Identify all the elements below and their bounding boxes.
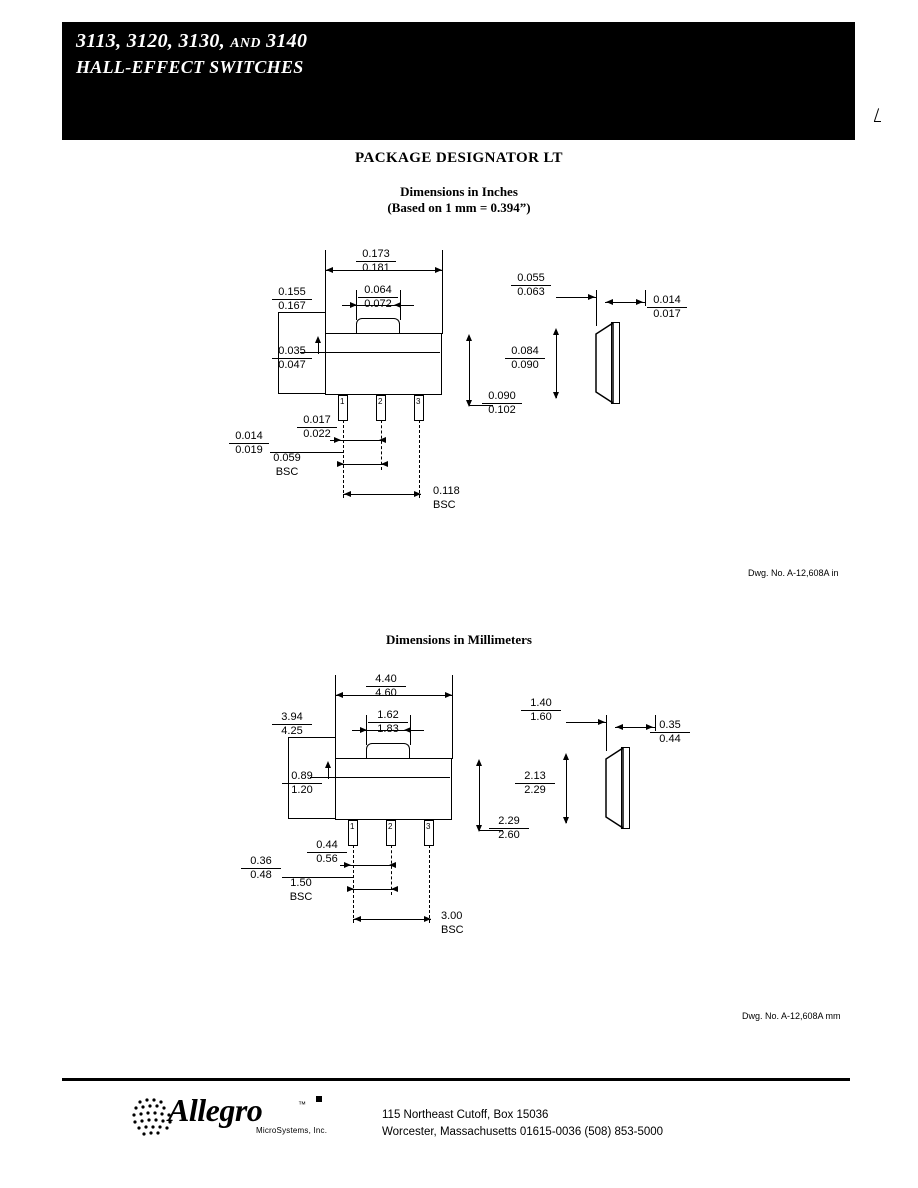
- mm-span-dim-line: [353, 919, 431, 920]
- inch-overall-height-min: 0.102: [488, 404, 516, 416]
- mm-side-height-arrow-down: [563, 817, 569, 824]
- inch-lead-span-note: BSC: [433, 499, 456, 511]
- mm-side-thk-max: 0.35: [650, 719, 690, 733]
- mm-side-lead: [621, 747, 630, 829]
- inch-side-thk-max: 0.014: [647, 294, 687, 308]
- mm-width-ext-right: [452, 675, 453, 759]
- inch-width-min: 0.181: [362, 262, 390, 274]
- inch-tab-width-min: 0.072: [364, 298, 392, 310]
- inch-body-height-max: 0.035: [272, 345, 312, 359]
- mm-pin-3-number: 3: [426, 822, 431, 831]
- inch-tab-width-max: 0.064: [358, 284, 398, 298]
- inches-title-line2: (Based on 1 mm = 0.394”): [387, 200, 531, 215]
- mm-overall-height-min: 2.60: [498, 829, 520, 841]
- inch-pin-3-number: 3: [416, 397, 421, 406]
- inch-overall-height-max: 0.090: [482, 390, 522, 404]
- inch-body-width-min: 0.167: [278, 300, 306, 312]
- mm-lead-thk-min: 0.48: [250, 869, 272, 881]
- mm-body-width-max: 3.94: [272, 711, 312, 725]
- inch-lead-width-max: 0.017: [297, 414, 337, 428]
- millimeters-title: Dimensions in Millimeters: [386, 632, 532, 647]
- company-address: [382, 1107, 663, 1141]
- inch-lead-pitch-value: 0.059: [273, 452, 301, 464]
- mm-pin-1-number: 1: [350, 822, 355, 831]
- title-last-part: 3140: [260, 30, 308, 52]
- mm-span-arrow-right: [424, 916, 431, 922]
- mm-lead-thk-max: 0.36: [241, 855, 281, 869]
- mm-overall-height-max: 2.29: [489, 815, 529, 829]
- mm-lead-width-min: 0.56: [316, 853, 338, 865]
- title-and: AND: [230, 36, 261, 51]
- mm-tab-width-min: 1.83: [377, 723, 399, 735]
- mm-body-top-line: [337, 777, 450, 778]
- inch-lead-thk-max: 0.014: [229, 430, 269, 444]
- mm-body-height-max: 0.89: [282, 770, 322, 784]
- mm-tab-width-max: 1.62: [368, 709, 408, 723]
- mm-lead-pitch-value: 1.50: [290, 877, 312, 889]
- inch-body-width-max: 0.155: [272, 286, 312, 300]
- inch-lead-pitch-note: BSC: [275, 466, 299, 478]
- page-subtitle: HALL-EFFECT SWITCHES: [76, 57, 304, 77]
- mm-side-depth-min: 1.60: [530, 711, 552, 723]
- mm-lead-span-value: 3.00: [441, 910, 463, 922]
- title-part-numbers: 3113, 3120, 3130,: [76, 30, 231, 52]
- mm-side-profile-icon: [596, 747, 624, 829]
- allegro-wordmark: Allegro: [168, 1092, 263, 1128]
- mm-side-depth-ext: [606, 715, 607, 751]
- mm-side-height-dim-line: [566, 755, 567, 823]
- mm-bodyheight-arrow-up: [325, 761, 331, 768]
- mm-tab-arrow-left: [360, 727, 367, 733]
- mm-side-height-arrow-up: [563, 753, 569, 760]
- inch-side-height-max: 0.084: [505, 345, 545, 359]
- inch-side-depth-min: 0.063: [517, 286, 545, 298]
- inch-lead-width-min: 0.022: [303, 428, 331, 440]
- inch-lead-span-value: 0.118: [433, 485, 460, 497]
- mm-span-arrow-left: [354, 916, 361, 922]
- inches-title-line1: Dimensions in Inches: [400, 184, 518, 199]
- mm-drawing-number: Dwg. No. A-12,608A mm: [742, 1011, 841, 1021]
- mm-side-height-min: 2.29: [524, 784, 546, 796]
- mm-side-height-max: 2.13: [515, 770, 555, 784]
- address-line-2: Worcester, Massachusetts 01615-0036 (508) 853-5000: [382, 1126, 664, 1138]
- mm-lead-pitch-note: BSC: [289, 891, 313, 903]
- mm-body-width-min: 4.25: [281, 725, 303, 737]
- allegro-subbrand: MicroSystems, Inc.: [256, 1126, 328, 1135]
- mm-side-depth-max: 1.40: [521, 697, 561, 711]
- logo-square-mark: [316, 1096, 322, 1102]
- allegro-logo: [130, 1092, 330, 1144]
- mm-lead-span-note: BSC: [441, 924, 464, 936]
- inch-width-max: 0.173: [356, 248, 396, 262]
- inch-pin-2-number: 2: [378, 397, 383, 406]
- mm-lead-width-max: 0.44: [307, 839, 347, 853]
- inch-body-height-min: 0.047: [278, 359, 306, 371]
- footer-divider: [62, 1078, 850, 1081]
- mm-side-depth-arrow: [598, 719, 605, 725]
- inch-lead-thk-min: 0.019: [235, 444, 263, 456]
- mm-width-arrow-left: [336, 692, 343, 698]
- mm-lead-1-centerline: [353, 845, 354, 923]
- mm-side-view-body: [596, 747, 624, 829]
- inch-drawing-number: Dwg. No. A-12,608A in: [748, 568, 839, 578]
- mm-width-arrow-right: [445, 692, 452, 698]
- mm-package-body: [335, 758, 452, 820]
- mm-pitch-arrow-left: [347, 886, 354, 892]
- mm-pitch-arrow-right: [391, 886, 398, 892]
- mm-side-thk-arrow-left: [616, 724, 623, 730]
- mm-lead-3-centerline: [429, 845, 430, 923]
- mm-bodywidth-bottom: [288, 818, 336, 819]
- inch-side-height-min: 0.090: [511, 359, 539, 371]
- inch-side-depth-max: 0.055: [511, 272, 551, 286]
- mm-leadwidth-arrow-right: [389, 862, 396, 868]
- mm-body-height-min: 1.20: [291, 784, 313, 796]
- mm-overall-arrow-up: [476, 759, 482, 766]
- trademark-symbol: ™: [298, 1100, 306, 1109]
- mm-width-min: 4.60: [375, 687, 397, 699]
- mm-width-ext-left: [335, 675, 336, 759]
- mm-overall-height-dim-line: [479, 761, 480, 831]
- mm-overall-arrow-down: [476, 825, 482, 832]
- inch-side-thk-min: 0.017: [653, 308, 681, 320]
- mm-pin-2-number: 2: [388, 822, 393, 831]
- mm-side-thk-min: 0.44: [659, 733, 681, 745]
- mm-width-max: 4.40: [366, 673, 406, 687]
- package-designator-title: PACKAGE DESIGNATOR LT: [355, 150, 563, 166]
- inch-pin-1-number: 1: [340, 397, 345, 406]
- mm-package-tab: [366, 743, 410, 759]
- address-line-1: 115 Northeast Cutoff, Box 15036: [382, 1109, 549, 1121]
